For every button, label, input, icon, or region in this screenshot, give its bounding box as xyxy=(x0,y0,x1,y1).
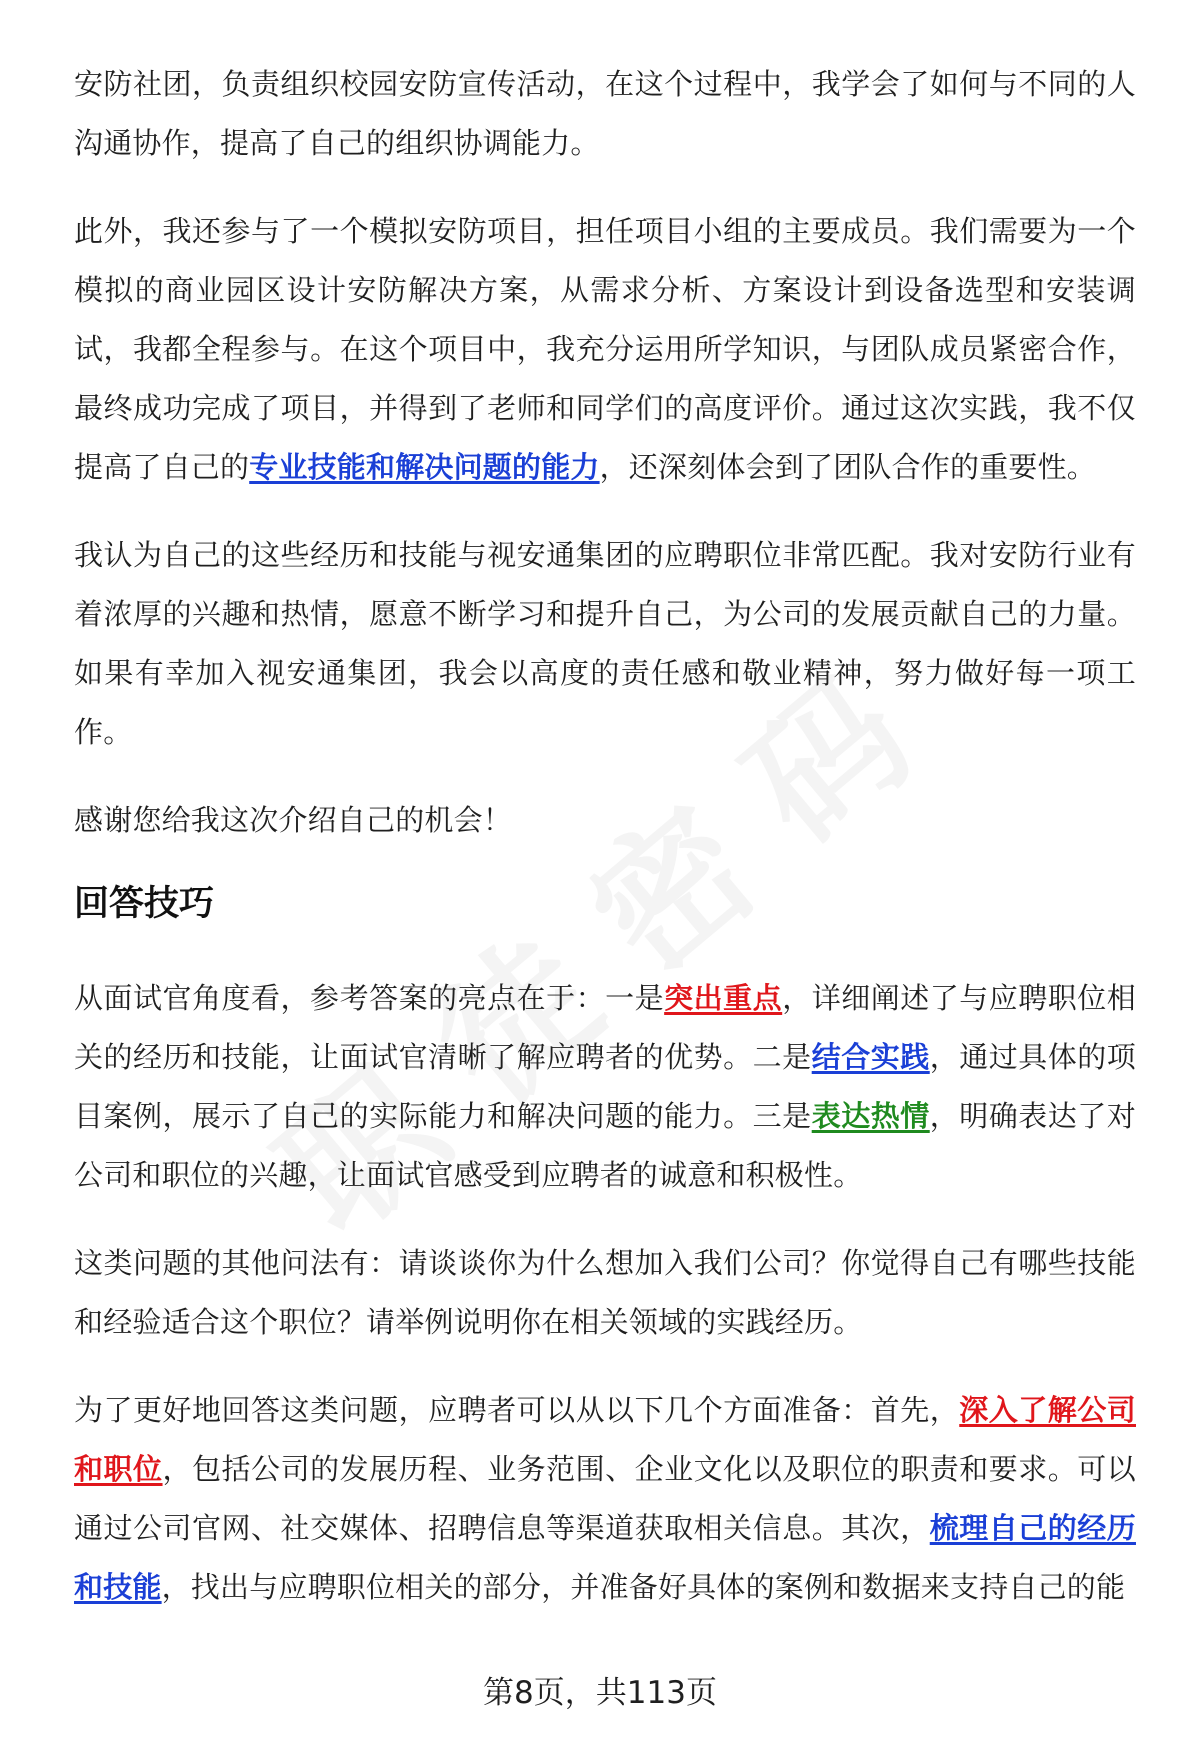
paragraph-text: ，包括公司的发展历程、业务范围、企业文化以及职位的职责和要求。可以通过公司官网、社交媒体、招聘信息等渠道获取相关信息。其次， xyxy=(74,1452,1136,1545)
highlight-green: 表达热情 xyxy=(811,1099,930,1133)
paragraph-text: 感谢您给我这次介绍自己的机会！ xyxy=(74,803,513,837)
paragraph-text: 从面试官角度看，参考答案的亮点在于：一是 xyxy=(74,981,665,1015)
paragraph xyxy=(74,969,1136,1205)
answer-paragraphs xyxy=(74,55,1136,850)
paragraph xyxy=(74,1381,1136,1617)
paragraph xyxy=(74,55,1136,173)
paragraph-text: 我认为自己的这些经历和技能与视安通集团的应聘职位非常匹配。我对安防行业有着浓厚的兴趣和热情，愿意不断学习和提升自己，为公司的发展贡献自己的力量。如果有幸加入视安通集团，我会以高度的责任感和敬业精神，努力做好每一项工作。 xyxy=(74,538,1136,749)
highlight-red: 深入了解公司和职位 xyxy=(74,1393,1136,1486)
highlight-blue: 梳理自己的经历和技能 xyxy=(74,1511,1136,1604)
paragraph-text: 此外，我还参与了一个模拟安防项目，担任项目小组的主要成员。我们需要为一个模拟的商业园区设计安防解决方案，从需求分析、方案设计到设备选型和安装调试，我都全程参与。在这个项目中，我充分运用所学知识，与团队成员紧密合作，最终成功完成了项目，并得到了老师和同学们的高度评价。通过这次实践，我不仅提高了自己的 xyxy=(74,214,1136,484)
paragraph-text: ，明确表达了对公司和职位的兴趣，让面试官感受到应聘者的诚意和积极性。 xyxy=(74,1099,1136,1192)
paragraph-text: 为了更好地回答这类问题，应聘者可以从以下几个方面准备：首先， xyxy=(74,1393,960,1427)
highlight-blue: 专业技能和解决问题的能力 xyxy=(249,450,600,484)
paragraph-text: 安防社团，负责组织校园安防宣传活动，在这个过程中，我学会了如何与不同的人沟通协作，提高了自己的组织协调能力。 xyxy=(74,67,1136,160)
paragraph-text: ，还深刻体会到了团队合作的重要性。 xyxy=(599,450,1097,484)
paragraph xyxy=(74,791,1136,850)
paragraph xyxy=(74,1234,1136,1352)
document-content xyxy=(74,55,1136,1646)
highlight-blue: 结合实践 xyxy=(811,1040,930,1074)
paragraph-text: 这类问题的其他问法有：请谈谈你为什么想加入我们公司？你觉得自己有哪些技能和经验适合这个职位？请举例说明你在相关领域的实践经历。 xyxy=(74,1246,1136,1339)
page-number-footer: 第8页，共113页 xyxy=(483,1675,717,1711)
section-title: 回答技巧 xyxy=(74,884,215,924)
paragraph xyxy=(74,202,1136,497)
paragraph xyxy=(74,526,1136,762)
paragraph-text: ，详细阐述了与应聘职位相关的经历和技能，让面试官清晰了解应聘者的优势。二是 xyxy=(74,981,1136,1074)
tips-paragraphs xyxy=(74,969,1136,1617)
highlight-red: 突出重点 xyxy=(664,981,783,1015)
paragraph-text: ，通过具体的项目案例，展示了自己的实际能力和解决问题的能力。三是 xyxy=(74,1040,1136,1133)
paragraph-text: ，找出与应聘职位相关的部分，并准备好具体的案例和数据来支持自己的能 xyxy=(161,1570,1126,1604)
